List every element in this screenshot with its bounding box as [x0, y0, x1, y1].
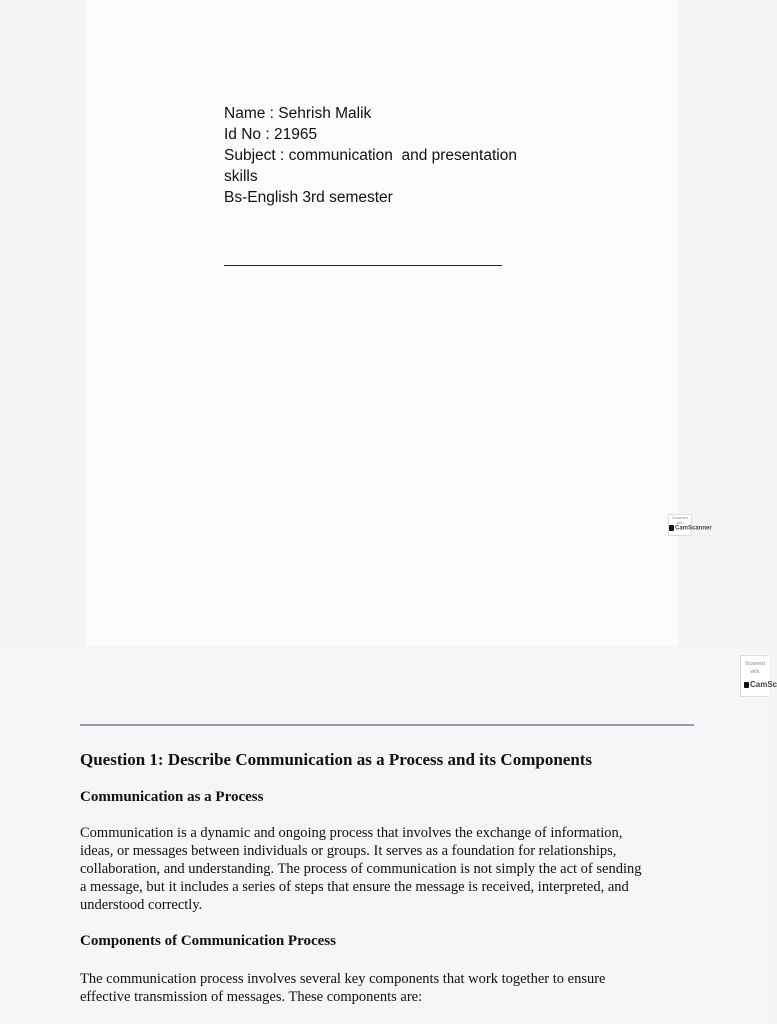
paragraph-line: The communication process involves several key components that work together to ensure: [80, 971, 606, 987]
paragraph-line: collaboration, and understanding. The process of communication is not simply the act of sending: [80, 861, 642, 877]
camscanner-logo-icon: [669, 525, 674, 531]
camscanner-logo-icon: [744, 682, 749, 688]
question-title: Question 1: Describe Communication as a Process and its Components: [80, 750, 593, 769]
subject-line-continued: skills: [224, 168, 258, 185]
scanner-watermark-caption: Scanned with: [672, 515, 688, 525]
paragraph-components: [80, 970, 700, 1006]
subject-line: Subject : communication and presentation: [224, 147, 517, 164]
paragraph-line: understood correctly.: [80, 897, 203, 913]
student-id: Id No : 21965: [224, 126, 318, 143]
scanner-watermark-logo: CamScanner: [669, 525, 691, 533]
paragraph-process: [80, 824, 700, 914]
section-heading-components: Components of Communication Process: [80, 933, 336, 949]
paragraph-line: effective transmission of messages. These components are:: [80, 989, 423, 1005]
scanner-watermark-cropped: [740, 655, 777, 697]
paragraph-line: a message, but it includes a series of steps that ensure the message is received, interpreted, and: [80, 879, 629, 895]
scanner-watermark-caption-cropped: Scanned with: [745, 661, 765, 675]
header-divider: [80, 724, 694, 726]
student-name: Name : Sehrish Malik: [224, 105, 372, 122]
cover-underline: [224, 265, 502, 266]
section-heading-process: Communication as a Process: [80, 789, 264, 805]
cover-page: [86, 0, 678, 646]
scanner-watermark-logo-cropped: CamSc: [741, 679, 769, 691]
paragraph-line: Communication is a dynamic and ongoing process that involves the exchange of information,: [80, 825, 623, 841]
cover-details: [224, 103, 517, 208]
scanner-watermark: [668, 514, 712, 536]
paragraph-line: ideas, or messages between individuals or groups. It serves as a foundation for relationships,: [80, 843, 617, 859]
program-semester: Bs-English 3rd semester: [224, 189, 393, 206]
